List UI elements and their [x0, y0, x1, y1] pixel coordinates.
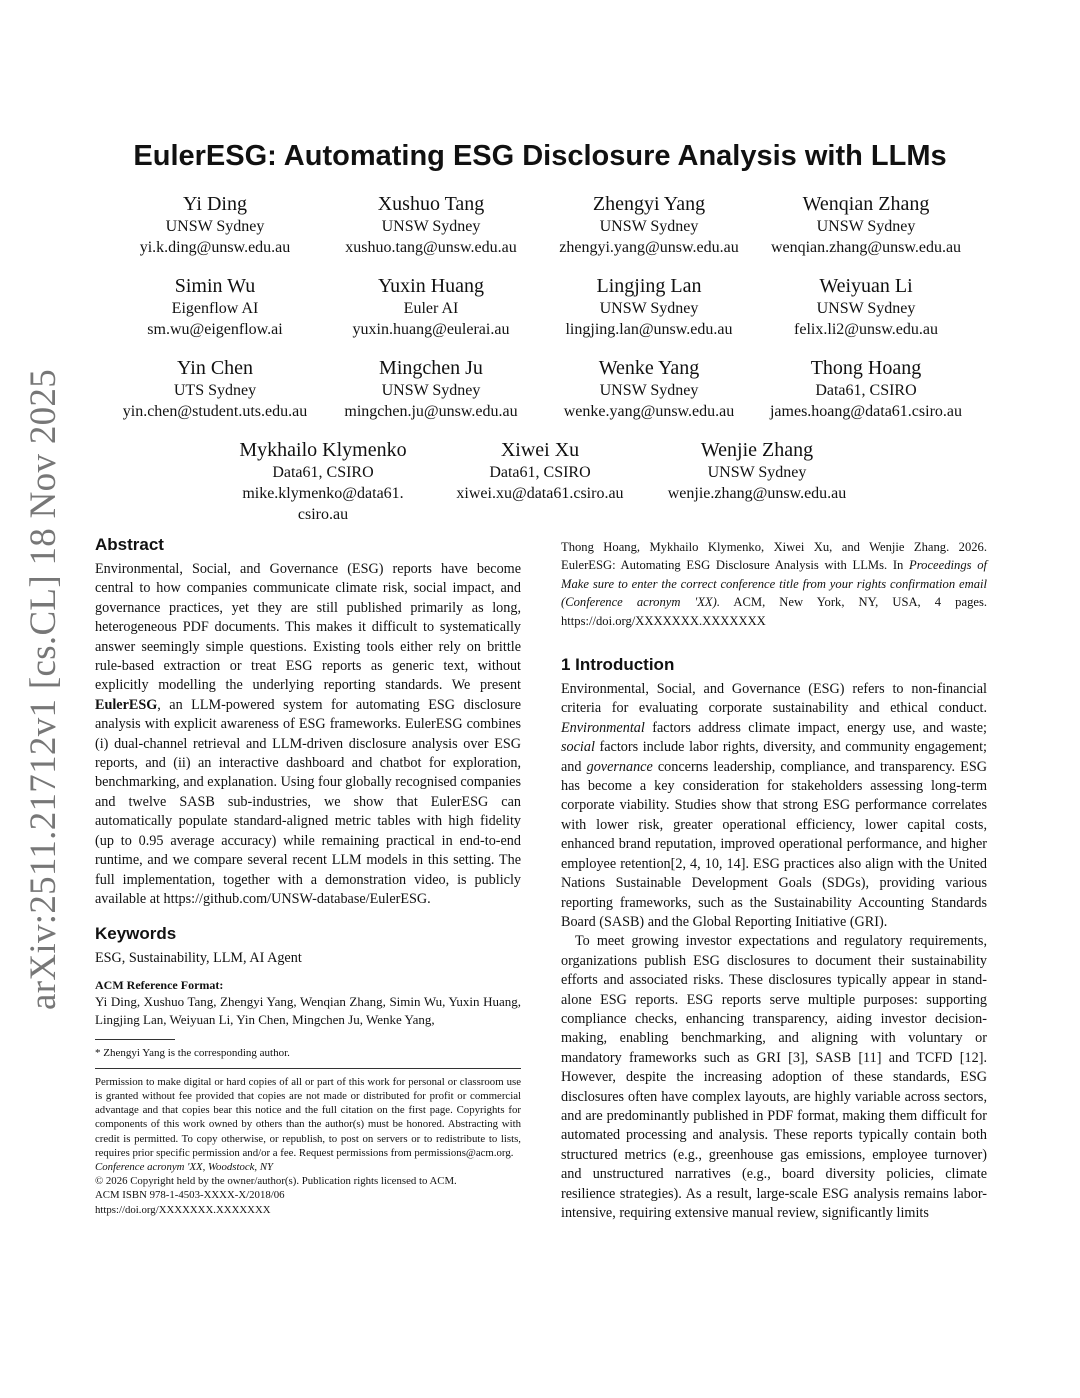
- author-card: [746, 274, 986, 340]
- author-card: [95, 192, 335, 258]
- author-affiliation: Euler AI: [403, 300, 459, 317]
- author-email[interactable]: xushuo.tang@unsw.edu.au: [345, 239, 517, 256]
- author-card: [95, 274, 335, 340]
- author-email[interactable]: james.hoang@data61.csiro.au: [769, 403, 962, 420]
- author-email[interactable]: felix.li2@unsw.edu.au: [794, 321, 938, 338]
- author-card: [311, 356, 551, 422]
- author-card: [637, 438, 877, 504]
- author-card: [529, 356, 769, 422]
- permission-notice: Permission to make digital or hard copies of all or part of this work for personal or classroom use is granted without fee provided that copies are not made or distributed for profit or commercial advantage and that copies bear this notice and the full citation on the first page. Copyrights for components of this work owned by others than the author(s) must be honored. Abstracting with credit is permitted. To copy otherwise, or republish, to post on servers or to redistribute to lists, requires prior specific permission and/or a fee. Request permissions from permissions@acm.org.: [95, 1075, 521, 1159]
- acm-reference-heading: ACM Reference Format:: [95, 977, 224, 992]
- author-email[interactable]: xiwei.xu@data61.csiro.au: [456, 485, 624, 502]
- author-name: Wenqian Zhang: [802, 193, 930, 215]
- corresponding-author-footnote: * Zhengyi Yang is the corresponding author.: [95, 1046, 290, 1059]
- author-email-continued[interactable]: csiro.au: [297, 506, 349, 523]
- author-email[interactable]: lingjing.lan@unsw.edu.au: [565, 321, 733, 338]
- author-affiliation: Data61, CSIRO: [815, 382, 917, 399]
- author-name: Lingjing Lan: [596, 275, 702, 297]
- isbn: ACM ISBN 978-1-4503-XXXX-X/2018/06: [95, 1189, 285, 1202]
- author-name: Weiyuan Li: [819, 275, 913, 297]
- author-name: Wenjie Zhang: [700, 439, 814, 461]
- introduction-heading: 1 Introduction: [561, 655, 675, 675]
- abstract-text: Environmental, Social, and Governance (ESG) reports have become central to how companies communicate climate risk, social impact, and governance practices, yet they are still published primarily as long, heterogeneous PDF documents. This makes it difficult to systematically answer seemingly simple questions. Existing tools either rely on brittle rule-based extraction or treat ESG reports as generic text, without explicitly modelling the underlying reporting standards. We present EulerESG, an LLM-powered system for automating ESG disclosure analysis with explicit awareness of ESG frameworks. EulerESG combines (i) dual-channel retrieval and LLM-driven disclosure analysis over ESG reports, and (ii) an interactive dashboard and chatbot for exploration, benchmarking, and explanation. Using four globally recognised companies and twelve SASB sub-industries, we show that EulerESG can automatically populate standard-aligned metric tables with high fidelity (up to 0.95 average accuracy) while remaining practical in end-to-end runtime, and we compare several recent LLM models in this setting. The full implementation, together with a demonstration video, is publicly available at https://github.com/UNSW-database/EulerESG.: [95, 561, 521, 907]
- author-name: Yuxin Huang: [377, 275, 485, 297]
- author-name: Zhengyi Yang: [592, 193, 706, 215]
- author-email[interactable]: mike.klymenko@data61.: [242, 485, 404, 502]
- abstract-heading: Abstract: [95, 535, 164, 554]
- author-card: [203, 438, 443, 525]
- author-card: [311, 274, 551, 340]
- author-name: Thong Hoang: [810, 357, 922, 379]
- footnote-divider: [95, 1039, 175, 1040]
- author-affiliation: UNSW Sydney: [599, 218, 699, 235]
- author-affiliation: UNSW Sydney: [816, 218, 916, 235]
- author-card: [529, 192, 769, 258]
- keywords-heading: Keywords: [95, 924, 177, 944]
- author-affiliation: UNSW Sydney: [599, 300, 699, 317]
- author-email[interactable]: sm.wu@eigenflow.ai: [147, 321, 283, 338]
- paper-title: EulerESG: Automating ESG Disclosure Analysis with LLMs: [133, 140, 947, 172]
- author-name: Xushuo Tang: [377, 193, 485, 215]
- author-affiliation: UNSW Sydney: [707, 464, 807, 481]
- author-card: [529, 274, 769, 340]
- author-name: Xiwei Xu: [500, 439, 580, 461]
- author-name: Yin Chen: [176, 357, 254, 379]
- author-email[interactable]: wenqian.zhang@unsw.edu.au: [770, 239, 962, 256]
- author-email[interactable]: yuxin.huang@eulerai.au: [352, 321, 510, 338]
- author-name: Yi Ding: [183, 193, 247, 215]
- author-affiliation: Data61, CSIRO: [272, 464, 374, 481]
- author-affiliation: UNSW Sydney: [599, 382, 699, 399]
- author-name: Mykhailo Klymenko: [239, 439, 407, 461]
- author-card: [746, 356, 986, 422]
- author-name: Mingchen Ju: [379, 357, 483, 379]
- intro-paragraph-2: To meet growing investor expectations and regulatory requirements, organizations publish ESG disclosures to document their sustainability efforts and associated risks. These disclosures typically appear in stand-alone ESG reports. ESG reports serve multiple purposes: supporting compliance checks, enhancing transparency, aiding investor decision-making, enabling benchmarking, and aligning with voluntary or mandatory frameworks such as GRI [3], SASB [11] and TCFD [12]. However, despite the increasing adoption of these standards, ESG disclosures often have complex layouts, are highly variable across sectors, and are predominantly published in PDF format, making them difficult for automated processing and analysis. These reports typically contain both structured metrics (e.g., greenhouse gas emissions, employee turnover) and unstructured narratives (e.g., board diversity policies, climate resilience strategies). As a result, large-scale ESG analysis remains labor-intensive, requiring extensive manual review, significantly limits: [561, 933, 987, 1221]
- intro-paragraph-1: Environmental, Social, and Governance (ESG) refers to non-financial criteria for evaluating corporate sustainability and ethical conduct. Environmental factors address climate impact, energy use, and waste; social factors include labor rights, diversity, and community engagement; and governance concerns leadership, compliance, and transparency. ESG has become a key consideration for stakeholders assessing long-term corporate viability. Studies show that strong ESG performance correlates with lower risk, greater operational efficiency, lower capital costs, enhanced brand reputation, improved operational performance, and higher employee retention[2, 4, 10, 14]. ESG practices also align with the United Nations Sustainable Development Goals (SDGs), providing various reporting frameworks, such as the Sustainability Accounting Standards Board (SASB) and the Global Reporting Initiative (GRI).: [561, 681, 987, 930]
- author-name: Wenke Yang: [598, 357, 700, 379]
- author-email[interactable]: mingchen.ju@unsw.edu.au: [344, 403, 518, 420]
- author-email[interactable]: wenjie.zhang@unsw.edu.au: [667, 485, 847, 502]
- acm-reference-text: Yi Ding, Xushuo Tang, Zhengyi Yang, Wenqian Zhang, Simin Wu, Yuxin Huang, Lingjing Lan, Weiyuan Li, Yin Chen, Mingchen Ju, Wenke Yang,: [95, 993, 521, 1027]
- author-card: [746, 192, 986, 258]
- author-card: [95, 356, 335, 422]
- author-card: [420, 438, 660, 504]
- keywords-text: ESG, Sustainability, LLM, AI Agent: [95, 950, 302, 967]
- author-email[interactable]: yin.chen@student.uts.edu.au: [122, 403, 308, 420]
- author-name: Simin Wu: [174, 275, 256, 297]
- acm-reference-continued: Thong Hoang, Mykhailo Klymenko, Xiwei Xu, and Wenjie Zhang. 2026. EulerESG: Automating ESG Disclosure Analysis with LLMs. In Proceedings of Make sure to enter the correct conference title from your rights confirmation email (Conference acronym 'XX). ACM, New York, NY, USA, 4 pages. https://doi.org/XXXXXXX.XXXXXXX: [561, 540, 988, 628]
- author-affiliation: UTS Sydney: [173, 382, 257, 399]
- author-card: [311, 192, 551, 258]
- doi-link[interactable]: https://doi.org/XXXXXXX.XXXXXXX: [95, 1203, 271, 1216]
- author-email[interactable]: zhengyi.yang@unsw.edu.au: [559, 239, 739, 256]
- copyright-notice: © 2026 Copyright held by the owner/author(s). Publication rights licensed to ACM.: [95, 1175, 457, 1188]
- left-column: [95, 534, 521, 1217]
- author-affiliation: UNSW Sydney: [165, 218, 265, 235]
- author-affiliation: Eigenflow AI: [171, 300, 259, 317]
- conference-info: Conference acronym 'XX, Woodstock, NY: [95, 1160, 274, 1173]
- author-affiliation: Data61, CSIRO: [489, 464, 591, 481]
- author-affiliation: UNSW Sydney: [381, 218, 481, 235]
- permission-divider: [95, 1068, 521, 1069]
- right-column: [561, 538, 987, 1223]
- author-email[interactable]: wenke.yang@unsw.edu.au: [563, 403, 735, 420]
- author-affiliation: UNSW Sydney: [381, 382, 481, 399]
- system-name: EulerESG: [95, 696, 158, 713]
- author-affiliation: UNSW Sydney: [816, 300, 916, 317]
- author-email[interactable]: yi.k.ding@unsw.edu.au: [139, 239, 291, 256]
